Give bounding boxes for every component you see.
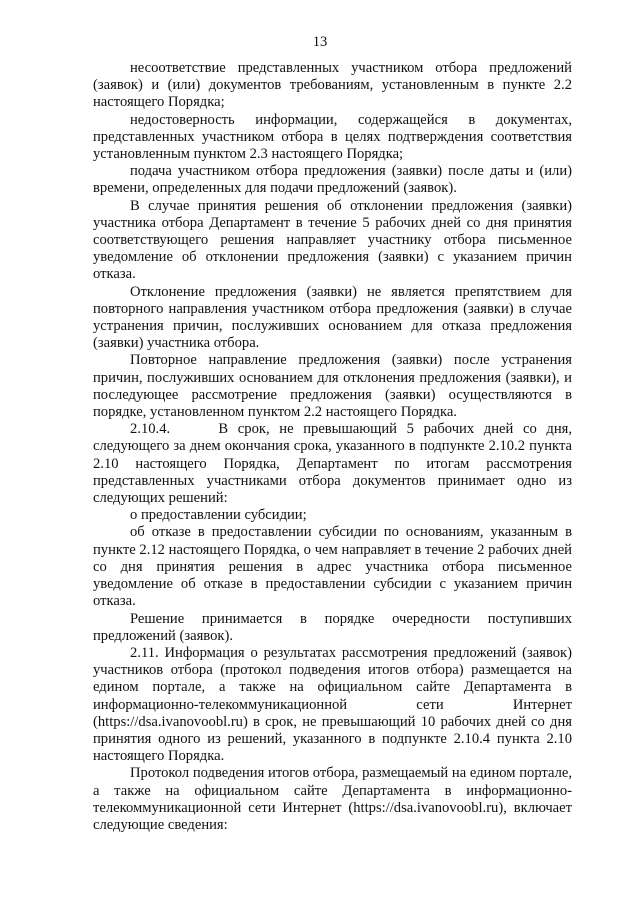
paragraph: Решение принимается в порядке очередности поступивших предложений (заявок). [93,610,572,644]
paragraph: Повторное направление предложения (заявки) после устранения причин, послуживших основанием для отклонения предложения (заявки), и последующее рассмотрение предложения (заявки) осуществляются в порядке, установленном пунктом 2.2 настоящего Порядка. [93,352,572,421]
paragraph: о предоставлении субсидии; [130,507,307,524]
paragraph: недостоверность информации, содержащейся в документах, представленных участником отбора в целях подтверждения соответствия установленным пунктом 2.3 настоящего Порядка; [93,111,572,163]
paragraph: 2.10.4. В срок, не превышающий 5 рабочих дней со дня, следующего за днем окончания срока, указанного в подпункте 2.10.2 пункта 2.10 настоящего Порядка, Департамент по итогам рассмотрения представленных участниками отбора документов принимает одно из следующих решений: [93,421,576,507]
page-body [93,60,576,834]
paragraph: 2.11. Информация о результатах рассмотрения предложений (заявок) участников отбора (протокол подведения итогов отбора) размещается на едином портале, а также на официальном сайте Департамента в информационно-телекоммуникационной сети Интернет (https://dsa.ivanovoobl.ru) в срок, не превышающий 10 рабочих дней со дня принятия одного из решений, указанного в подпункте 2.10.4 пункта 2.10 настоящего Порядка. [93,644,572,765]
paragraph: об отказе в предоставлении субсидии по основаниям, указанным в пункте 2.12 настоящего Порядка, о чем направляет в течение 2 рабочих дней со дня принятия решения в адрес участника отбора письменное уведомление об отказе в предоставлении субсидии с указанием причин отказа. [93,524,572,610]
paragraph: несоответствие представленных участником отбора предложений (заявок) и (или) документов требованиям, установленным в пункте 2.2 настоящего Порядка; [93,60,572,111]
page-number: 13 [312,34,328,50]
paragraph: В случае принятия решения об отклонении предложения (заявки) участника отбора Департамент в течение 5 рабочих дней со дня принятия соответствующего решения направляет участнику отбора письменное уведомление об отклонении предложения (заявки) с указанием причин отказа. [93,197,572,283]
paragraph: Отклонение предложения (заявки) не является препятствием для повторного направления участником отбора предложения (заявки) в случае устранения причин, послуживших основанием для отказа предложения (заявки) участника отбора. [93,283,572,352]
paragraph: Протокол подведения итогов отбора, размещаемый на едином портале, а также на официальном сайте Департамента в информационно-телекоммуникационной сети Интернет (https://dsa.ivanovoobl.ru), включает следующие сведения: [93,765,572,833]
paragraph: подача участником отбора предложения (заявки) после даты и (или) времени, определенных для подачи предложений (заявок). [93,163,572,197]
